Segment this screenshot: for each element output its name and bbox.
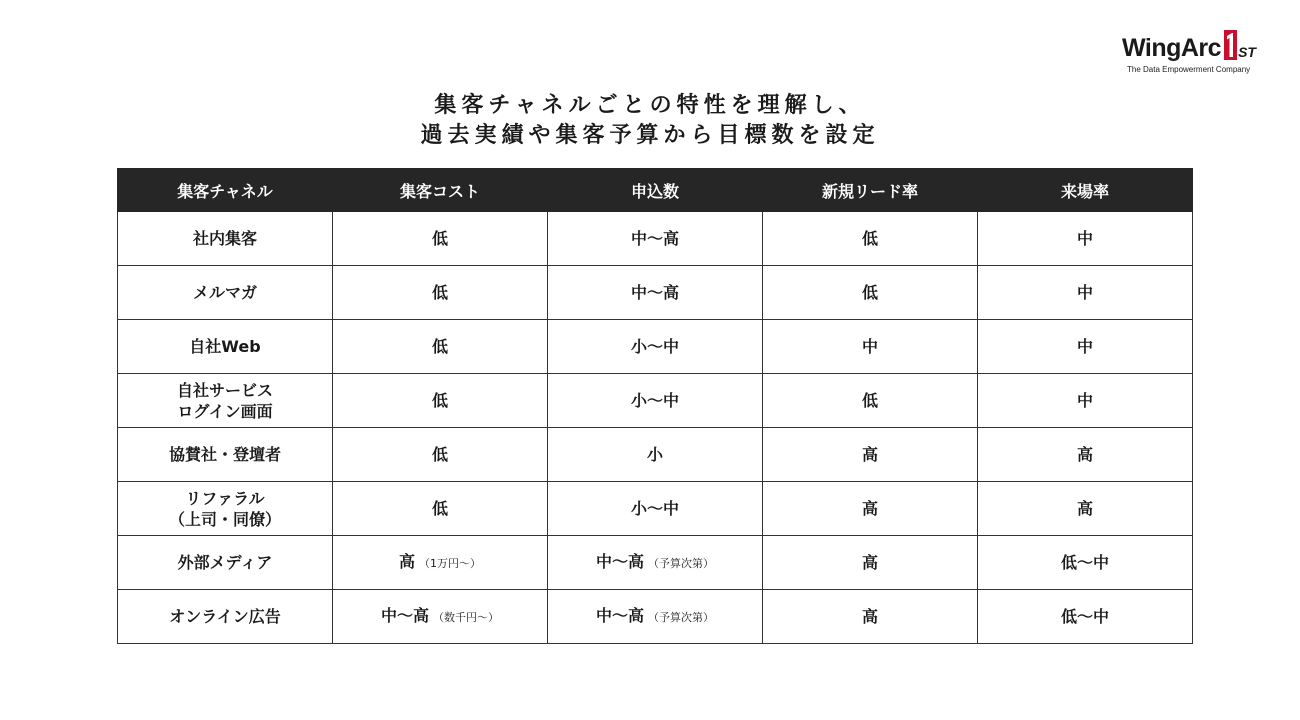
cell-new-lead-rate: 高 xyxy=(763,428,978,482)
channel-line: 協賛社・登壇者 xyxy=(168,445,281,464)
table-row xyxy=(118,374,1193,428)
title-line-2: 過去実績や集客予算から目標数を設定 xyxy=(420,123,880,148)
channel-line: 自社Web xyxy=(189,337,261,356)
cell-applications xyxy=(548,482,763,536)
cell-new-lead-rate: 低 xyxy=(763,374,978,428)
logo-suffix: ST xyxy=(1238,44,1256,60)
cell-cost xyxy=(333,590,548,644)
table-row xyxy=(118,212,1193,266)
cell-cost xyxy=(333,428,548,482)
table-row xyxy=(118,536,1193,590)
cell-applications xyxy=(548,428,763,482)
table-row xyxy=(118,266,1193,320)
header-applications: 申込数 xyxy=(548,169,763,212)
cell-applications xyxy=(548,266,763,320)
cell-attendance-rate: 高 xyxy=(978,482,1193,536)
cell-applications xyxy=(548,536,763,590)
cell-new-lead-rate: 中 xyxy=(763,320,978,374)
logo-tagline: The Data Empowerment Company xyxy=(1127,65,1251,74)
cell-applications xyxy=(548,320,763,374)
cell-attendance-rate: 低～中 xyxy=(978,536,1193,590)
table-row xyxy=(118,482,1193,536)
cell-channel xyxy=(118,482,333,536)
cell-channel xyxy=(118,428,333,482)
page-title xyxy=(0,91,1300,151)
cell-cost-value: 低 xyxy=(431,445,448,464)
cell-cost xyxy=(333,266,548,320)
cell-new-lead-rate: 高 xyxy=(763,482,978,536)
channel-line: メルマガ xyxy=(192,283,257,302)
cell-applications-value: 小 xyxy=(646,445,663,464)
channel-line: 外部メディア xyxy=(177,553,273,572)
cell-cost xyxy=(333,212,548,266)
cell-applications-value: 小～中 xyxy=(630,337,679,356)
cell-attendance-rate: 高 xyxy=(978,428,1193,482)
cell-cost-value: 低 xyxy=(431,283,448,302)
cell-cost-note: （数千円～） xyxy=(433,611,499,624)
table-body xyxy=(118,212,1193,644)
cell-attendance-rate: 中 xyxy=(978,266,1193,320)
cell-applications-note: （予算次第） xyxy=(648,611,714,624)
cell-cost-value: 低 xyxy=(431,499,448,518)
cell-applications-value: 小～中 xyxy=(630,499,679,518)
cell-cost-value: 中～高 xyxy=(380,606,429,625)
cell-attendance-rate: 低～中 xyxy=(978,590,1193,644)
cell-attendance-rate: 中 xyxy=(978,212,1193,266)
logo-word: WingArc xyxy=(1122,34,1222,62)
cell-applications-value: 中～高 xyxy=(630,229,679,248)
cell-channel xyxy=(118,266,333,320)
cell-applications-value: 中～高 xyxy=(595,552,644,571)
cell-applications-value: 小～中 xyxy=(630,391,679,410)
cell-channel xyxy=(118,374,333,428)
cell-channel xyxy=(118,212,333,266)
cell-cost xyxy=(333,536,548,590)
channel-line: 自社サービス xyxy=(176,380,273,400)
cell-cost xyxy=(333,320,548,374)
cell-cost xyxy=(333,482,548,536)
cell-applications-value: 中～高 xyxy=(595,606,644,625)
cell-attendance-rate: 中 xyxy=(978,374,1193,428)
cell-applications xyxy=(548,590,763,644)
cell-cost-value: 低 xyxy=(431,229,448,248)
logo-1-mark-icon xyxy=(1223,30,1237,60)
header-cost: 集客コスト xyxy=(333,169,548,212)
cell-applications-value: 中～高 xyxy=(630,283,679,302)
cell-new-lead-rate: 高 xyxy=(763,536,978,590)
cell-applications xyxy=(548,212,763,266)
logo-wordmark xyxy=(1122,26,1256,62)
cell-new-lead-rate: 高 xyxy=(763,590,978,644)
header-attendance-rate: 来場率 xyxy=(978,169,1193,212)
title-line-1: 集客チャネルごとの特性を理解し、 xyxy=(434,93,866,118)
channel-line: ログイン画面 xyxy=(177,401,273,421)
cell-new-lead-rate: 低 xyxy=(763,212,978,266)
cell-cost-note: （1万円～） xyxy=(419,557,481,570)
cell-cost-value: 低 xyxy=(431,337,448,356)
channel-line: 社内集客 xyxy=(192,229,257,248)
cell-attendance-rate: 中 xyxy=(978,320,1193,374)
header-channel: 集客チャネル xyxy=(118,169,333,212)
cell-applications xyxy=(548,374,763,428)
cell-cost-value: 高 xyxy=(398,552,415,571)
channel-line: オンライン広告 xyxy=(169,607,281,626)
cell-channel xyxy=(118,536,333,590)
cell-applications-note: （予算次第） xyxy=(648,557,714,570)
channel-line: （上司・同僚） xyxy=(168,509,281,529)
channel-line: リファラル xyxy=(185,488,265,508)
wingarc-logo xyxy=(1122,22,1267,77)
channel-table xyxy=(117,168,1193,644)
table-row xyxy=(118,320,1193,374)
cell-cost-value: 低 xyxy=(431,391,448,410)
table-header-row xyxy=(118,169,1193,212)
table-row xyxy=(118,590,1193,644)
header-new-lead-rate: 新規リード率 xyxy=(763,169,978,212)
cell-channel xyxy=(118,320,333,374)
cell-channel xyxy=(118,590,333,644)
table-row xyxy=(118,428,1193,482)
cell-new-lead-rate: 低 xyxy=(763,266,978,320)
cell-cost xyxy=(333,374,548,428)
